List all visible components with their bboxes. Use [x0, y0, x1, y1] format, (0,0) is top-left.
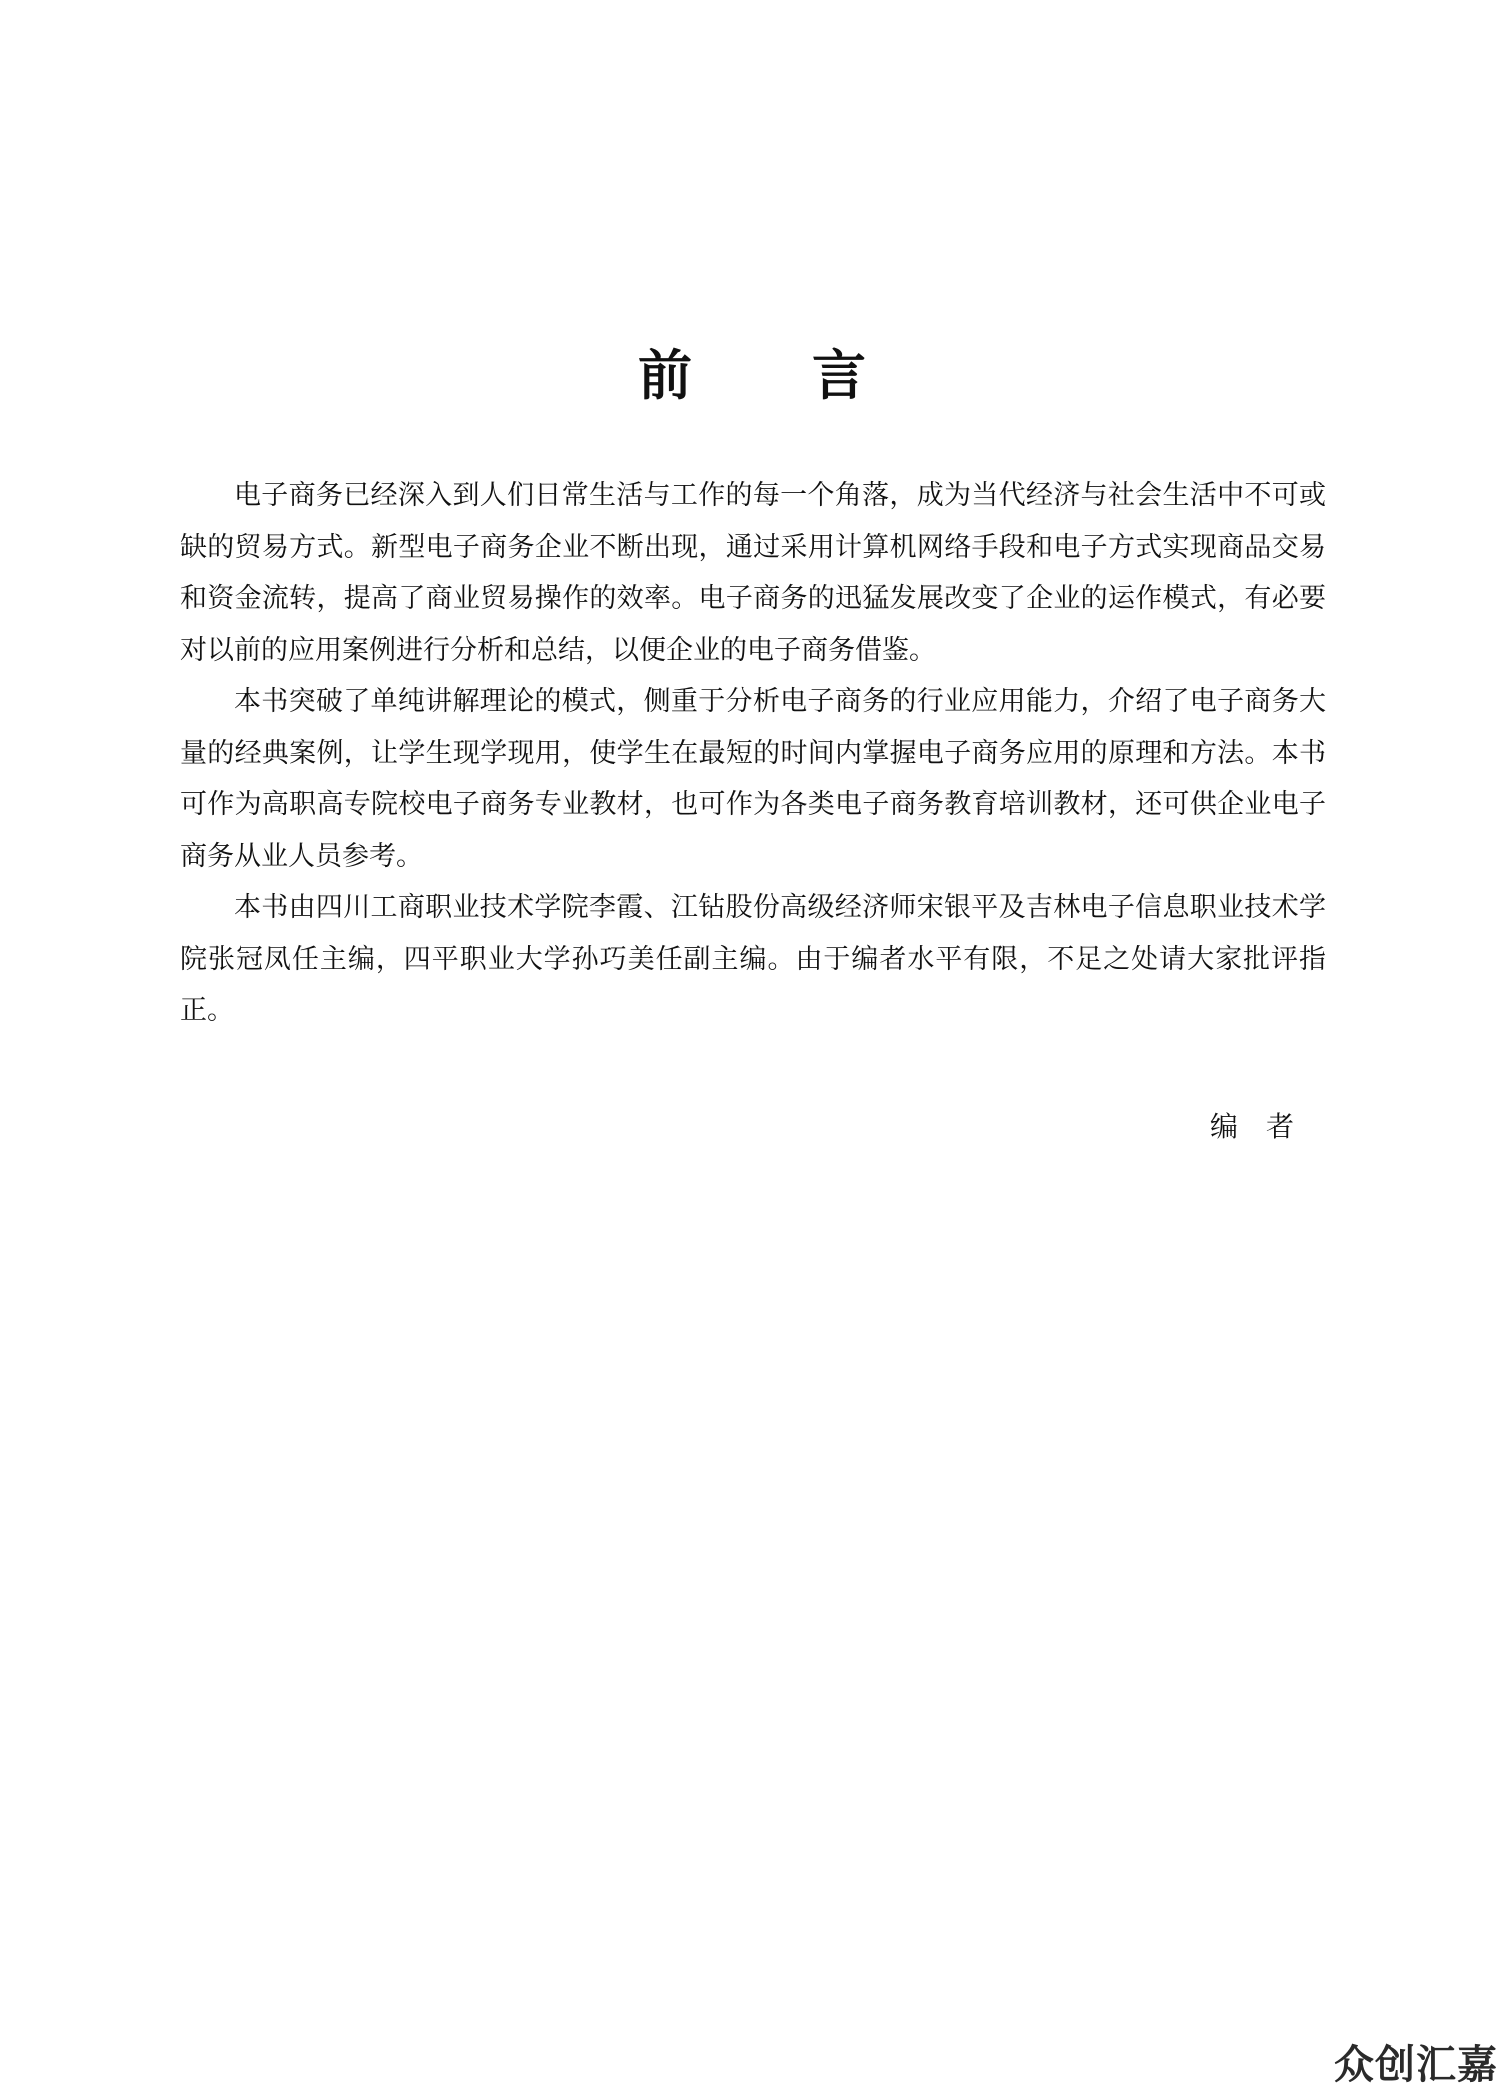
watermark-text: 众创汇嘉 — [1334, 2042, 1498, 2088]
paragraph-3: 本书由四川工商职业技术学院李霞、江钻股份高级经济师宋银平及吉林电子信息职业技术学院张冠凤任主编，四平职业大学孙巧美任副主编。由于编者水平有限，不足之处请大家批评指正。 — [180, 892, 1326, 1026]
paragraph-2: 本书突破了单纯讲解理论的模式，侧重于分析电子商务的行业应用能力，介绍了电子商务大量的经典案例，让学生现学现用，使学生在最短的时间内掌握电子商务应用的原理和方法。本书可作为高职高专院校电子商务专业教材，也可作为各类电子商务教育培训教材，还可供企业电子商务从业人员参考。 — [180, 686, 1326, 872]
page-title-char-1: 前 — [638, 344, 692, 408]
author-signature — [1210, 1105, 1294, 1149]
signature-char-1: 编 — [1209, 1110, 1238, 1143]
page-title — [0, 336, 1504, 416]
preface-body — [180, 470, 1326, 1037]
paragraph-1: 电子商务已经深入到人们日常生活与工作的每一个角落，成为当代经济与社会生活中不可或缺的贸易方式。新型电子商务企业不断出现，通过采用计算机网络手段和电子方式实现商品交易和资金流转，提高了商业贸易操作的效率。电子商务的迅猛发展改变了企业的运作模式，有必要对以前的应用案例进行分析和总结，以便企业的电子商务借鉴。 — [180, 480, 1326, 666]
signature-char-2: 者 — [1265, 1110, 1294, 1143]
page-title-char-2: 言 — [812, 344, 866, 408]
